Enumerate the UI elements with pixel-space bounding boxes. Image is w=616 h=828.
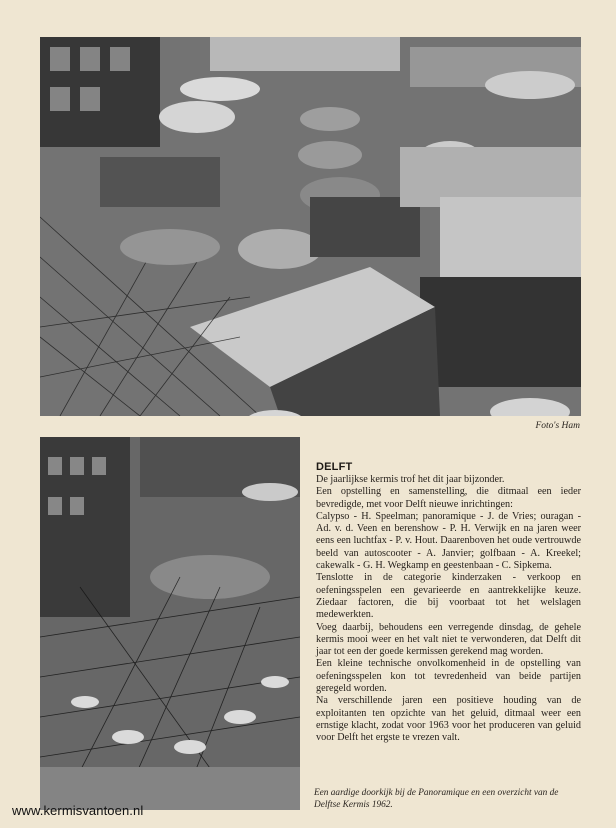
article-heading: DELFT [316,461,353,473]
panoramique-illustration [40,437,300,810]
article-paragraph: Na verschillende jaren een positieve houding van de exploitanten ten opzichte van het geluid, ditmaal weer een ernstige klacht, zodat voor 1963 voor het produceren van geluid voor Delft het ergste te vrezen valt. [316,695,581,744]
photo-caption: Een aardige doorkijk bij de Panoramique en een overzicht van de Delftse Kermis 1962. [314,788,559,810]
fairground-aerial-illustration [40,37,581,416]
article-paragraph: De jaarlijkse kermis trof het dit jaar bijzonder. [316,474,505,485]
article-paragraph: Calypso - H. Speelman; panoramique - J. de Vries; ouragan - Ad. v. d. Veen en berenshow - P. H. Verwijk en na jaren weer eens een luchtfax - P. v. Hout. Daarenboven het oude vertrouwde beeld van autoscooter - A. Janvier; golfbaan - A. Kreekel; cakewalk - G. H. Wegkamp en geestenbaan - C. Sipkema. [316,510,581,572]
article-paragraph: Een kleine technische onvolkomenheid in de opstelling van oefeningsspelen kon tot tevredenheid van beide partijen geregeld worden. [316,658,581,695]
photo-credit: Foto's Ham [535,421,580,431]
fairground-aerial-photo [40,37,581,416]
article-delft [316,461,581,745]
panoramique-photo [40,437,300,810]
site-watermark: www.kermisvantoen.nl [12,803,144,818]
article-paragraph: Tenslotte in de categorie kinderzaken - verkoop en oefeningsspelen een gevarieerde en aantrekkelijke keuze. Ziedaar factoren, die bij voorbaat tot het welslagen medewerkten. [316,572,581,621]
article-paragraph: Een opstelling en samenstelling, die ditmaal een ieder bevredigde, met voor Delft nieuwe inrichtingen: [316,486,581,510]
article-paragraph: Voeg daarbij, behoudens een verregende dinsdag, de gehele kermis mooi weer en het valt niet te verwonderen, dat Delft dit jaar tot een der goede kermissen gerekend mag worden. [316,621,581,658]
